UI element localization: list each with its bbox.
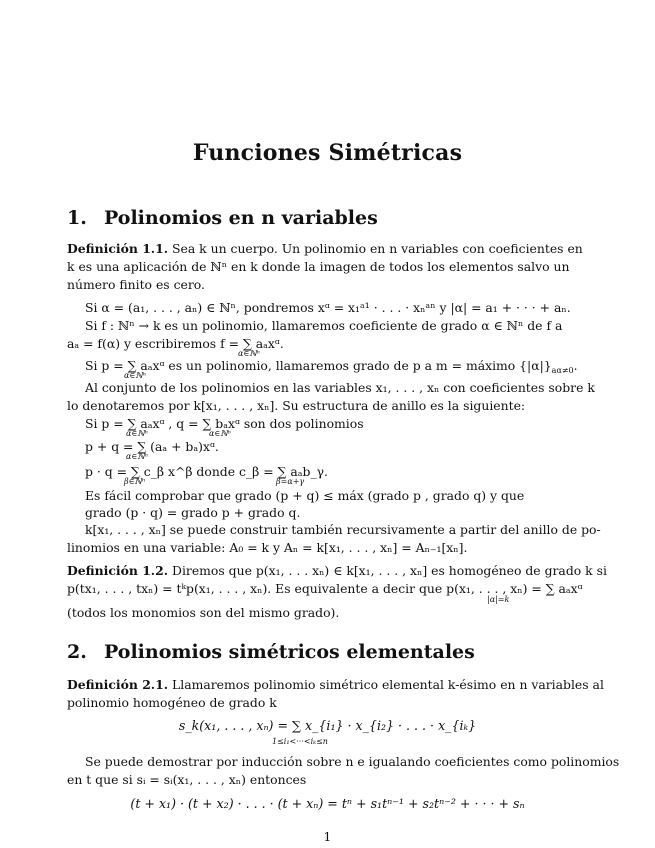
- definition-1-2-line-3: (todos los monomios son del mismo grado).: [67, 605, 340, 620]
- sum-subscript: α∈ℕⁿ: [126, 452, 148, 461]
- degree-subscript: aα≠0: [551, 366, 574, 375]
- paragraph-ring-line-1: Al conjunto de los polinomios en las variables x₁, . . . , xₙ con coeficientes sobre k: [85, 380, 595, 395]
- paragraph-induction-line-1: Se puede demostrar por inducción sobre n e igualando coeficientes como polinomios: [85, 754, 620, 769]
- sum-subscript: α∈ℕⁿ: [209, 429, 231, 438]
- paragraph-sum: p + q = ∑ (aₐ + bₐ)xᵅ.: [85, 439, 219, 454]
- section-number: 1.: [67, 207, 87, 229]
- sum-subscript: 1≤i₁<···<iₖ≤n: [272, 737, 328, 746]
- section-heading-2: [67, 641, 475, 663]
- sum-subscript: α∈ℕⁿ: [238, 349, 260, 358]
- definition-text: Diremos que p(x₁, . . . xₙ) ∈ k[x₁, . . . , xₙ] es homogéneo de grado k si: [172, 563, 607, 578]
- definition-text: Sea k un cuerpo. Un polinomio en n variables con coeficientes en: [172, 241, 583, 256]
- sum-subscript: β∈ℕⁿ: [124, 477, 146, 486]
- paragraph-coefficient-line-1: Si f : ℕⁿ → k es un polinomio, llamaremos coeficiente de grado α ∈ ℕⁿ de f a: [85, 318, 563, 333]
- page-number: 1: [323, 829, 332, 844]
- sum-subscript: |α|=k: [487, 595, 510, 604]
- paragraph-degree: Si p = ∑ aₐxᵅ es un polinomio, llamaremos grado de p a m = máximo $\{|\alpha|\}_{a\alpha\ne 0}$.: [85, 358, 578, 375]
- definition-2-1-line-2: polinomio homogéneo de grado k: [67, 695, 277, 710]
- definition-1-1-line-3: número finito es cero.: [67, 277, 205, 292]
- definition-1-2-line-1: [67, 563, 607, 578]
- paragraph-degree-properties-line-2: grado (p · q) = grado p + grado q.: [85, 505, 301, 520]
- section-title: Polinomios simétricos elementales: [104, 641, 475, 663]
- document-title: Funciones Simétricas: [192, 140, 463, 166]
- paragraph-product: p · q = ∑ c_β x^β donde c_β = ∑ aₐb_γ.: [85, 464, 328, 479]
- paragraph-degree-properties-line-1: Es fácil comprobar que grado (p + q) ≤ máx (grado p , grado q) y que: [85, 488, 525, 503]
- sum-subscript: β=α+γ: [276, 477, 305, 486]
- section-heading-1: [67, 207, 378, 229]
- definition-1-1-line-2: k es una aplicación de ℕⁿ en k donde la imagen de todos los elementos salvo un: [67, 259, 570, 274]
- equation-elementary-symmetric: s_k(x₁, . . . , xₙ) = ∑ x_{i₁} · x_{i₂} · . . . · x_{iₖ}: [178, 718, 477, 733]
- definition-label: Definición 1.2.: [67, 563, 169, 578]
- paragraph-recursive-line-1: k[x₁, . . . , xₙ] se puede construir también recursivamente a partir del anillo de po-: [85, 522, 601, 537]
- definition-label: Definición 2.1.: [67, 677, 169, 692]
- paragraph-induction-line-2: en t que si sᵢ = sᵢ(x₁, . . . , xₙ) entonces: [67, 772, 307, 787]
- sum-subscript: α∈ℕⁿ: [124, 371, 146, 380]
- definition-1-1-line-1: [67, 241, 583, 256]
- paragraph-two-polynomials: Si p = ∑ aₐxᵅ , q = ∑ bₐxᵅ son dos polinomios: [85, 416, 364, 431]
- definition-2-1-line-1: [67, 677, 604, 692]
- section-title: Polinomios en n variables: [104, 207, 378, 229]
- paragraph-recursive-line-2: linomios en una variable: A₀ = k y Aₙ = k[x₁, . . . , xₙ] = Aₙ₋₁[xₙ].: [67, 540, 468, 555]
- section-number: 2.: [67, 641, 87, 663]
- paragraph-ring-line-2: lo denotaremos por k[x₁, . . . , xₙ]. Su estructura de anillo es la siguiente:: [67, 398, 526, 413]
- paragraph-coefficient-line-2: aₐ = f(α) y escribiremos f = ∑ aₐxᵅ.: [67, 336, 284, 351]
- definition-text: Llamaremos polinomio simétrico elemental k-ésimo en n variables al: [172, 677, 604, 692]
- definition-label: Definición 1.1.: [67, 241, 169, 256]
- equation-vieta-product: (t + x₁) · (t + x₂) · . . . · (t + xₙ) = tⁿ + s₁tⁿ⁻¹ + s₂tⁿ⁻² + · · · + sₙ: [130, 796, 525, 811]
- paragraph-alpha-notation: Si α = (a₁, . . . , aₙ) ∈ ℕⁿ, pondremos xᵅ = x₁ᵃ¹ · . . . · xₙᵃⁿ y |α| = a₁ + · · · + aₙ.: [85, 300, 571, 315]
- sum-subscript: α∈ℕⁿ: [126, 429, 148, 438]
- definition-1-2-line-2: p(tx₁, . . . , txₙ) = tᵏp(x₁, . . . , xₙ). Es equivalente a decir que p(x₁, . . . , xₙ) = ∑ aₐxᵅ: [67, 581, 583, 596]
- degree-text: Si p = ∑ aₐxᵅ es un polinomio, llamaremos grado de p a m = máximo {|α|}: [85, 358, 552, 373]
